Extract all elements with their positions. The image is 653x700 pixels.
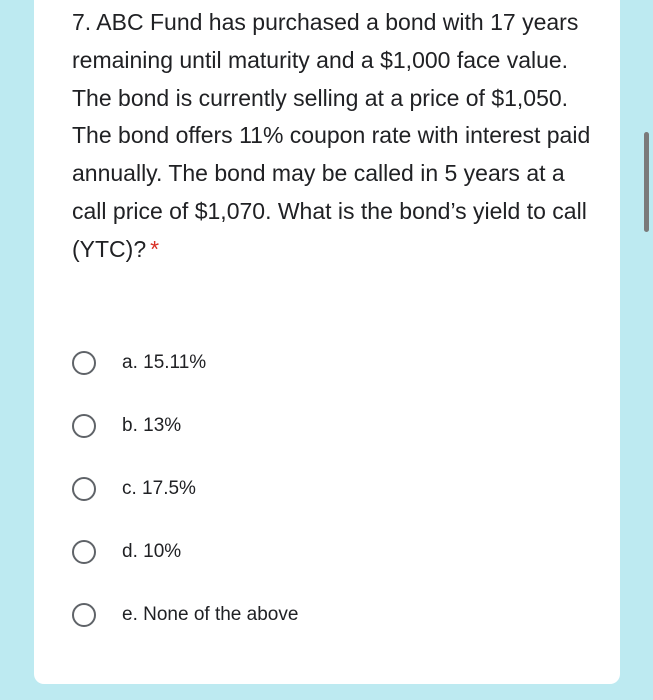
option-label: a. 15.11% bbox=[122, 352, 207, 373]
option-label: b. 13% bbox=[122, 415, 182, 436]
scrollbar-thumb[interactable] bbox=[644, 132, 649, 232]
option-label: d. 10% bbox=[122, 541, 182, 562]
radio-button-icon[interactable] bbox=[72, 603, 96, 627]
required-asterisk: * bbox=[150, 235, 160, 262]
radio-button-icon[interactable] bbox=[72, 540, 96, 564]
option-label: e. None of the above bbox=[122, 604, 299, 625]
question-title bbox=[72, 4, 592, 269]
question-text: 7. ABC Fund has purchased a bond with 17 years remaining until maturity and a $1,000 face value. The bond is currently selling at a price of $1,050. The bond offers 11% coupon rate with interest paid annually. The bond may be called in 5 years at a call price of $1,070. What is the bond’s yield to call (YTC)? bbox=[72, 9, 591, 262]
option-d[interactable] bbox=[72, 532, 472, 572]
radio-button-icon[interactable] bbox=[72, 477, 96, 501]
option-b[interactable] bbox=[72, 406, 472, 446]
option-label: c. 17.5% bbox=[122, 478, 196, 499]
radio-button-icon[interactable] bbox=[72, 351, 96, 375]
option-a[interactable] bbox=[72, 343, 472, 383]
radio-button-icon[interactable] bbox=[72, 414, 96, 438]
option-e[interactable] bbox=[72, 595, 472, 635]
option-c[interactable] bbox=[72, 469, 472, 509]
